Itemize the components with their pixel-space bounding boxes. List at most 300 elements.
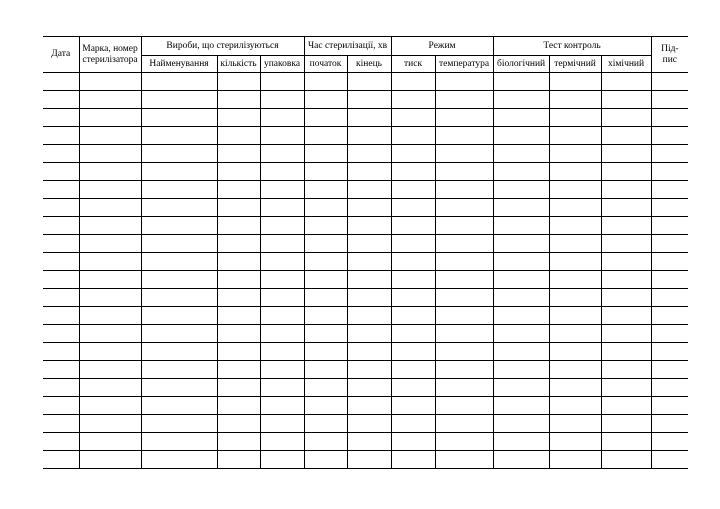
table-row [43,433,688,451]
cell-mode-pressure[interactable] [391,181,435,199]
cell-items-name[interactable] [141,91,217,109]
cell-test-biological[interactable] [493,289,549,307]
cell-items-name[interactable] [141,109,217,127]
cell-date[interactable] [43,343,79,361]
cell-signature[interactable] [651,325,688,343]
cell-signature[interactable] [651,217,688,235]
header-mode-temperature: температура [435,56,493,73]
cell-time-start[interactable] [304,451,347,469]
cell-test-thermal[interactable] [549,235,601,253]
cell-items-quantity[interactable] [217,271,260,289]
cell-test-thermal[interactable] [549,325,601,343]
cell-items-name[interactable] [141,451,217,469]
table-row [43,199,688,217]
cell-test-biological[interactable] [493,361,549,379]
cell-test-chemical[interactable] [601,325,651,343]
cell-test-chemical[interactable] [601,253,651,271]
cell-date[interactable] [43,325,79,343]
cell-test-biological[interactable] [493,199,549,217]
cell-date[interactable] [43,379,79,397]
cell-mode-temperature[interactable] [435,325,493,343]
cell-date[interactable] [43,307,79,325]
cell-test-biological[interactable] [493,145,549,163]
cell-mode-pressure[interactable] [391,289,435,307]
cell-mode-temperature[interactable] [435,307,493,325]
cell-sterilizer[interactable] [79,91,141,109]
cell-date[interactable] [43,181,79,199]
cell-mode-temperature[interactable] [435,433,493,451]
cell-test-thermal[interactable] [549,109,601,127]
cell-signature[interactable] [651,91,688,109]
cell-test-thermal[interactable] [549,433,601,451]
cell-mode-pressure[interactable] [391,379,435,397]
cell-mode-pressure[interactable] [391,91,435,109]
cell-items-packaging[interactable] [260,397,304,415]
cell-time-start[interactable] [304,235,347,253]
cell-date[interactable] [43,253,79,271]
cell-test-biological[interactable] [493,181,549,199]
cell-signature[interactable] [651,109,688,127]
cell-signature[interactable] [651,433,688,451]
cell-test-biological[interactable] [493,127,549,145]
cell-items-name[interactable] [141,73,217,91]
cell-test-chemical[interactable] [601,91,651,109]
cell-time-end[interactable] [347,325,391,343]
cell-time-end[interactable] [347,271,391,289]
cell-sterilizer[interactable] [79,307,141,325]
cell-signature[interactable] [651,343,688,361]
cell-test-biological[interactable] [493,307,549,325]
cell-time-start[interactable] [304,433,347,451]
cell-mode-temperature[interactable] [435,91,493,109]
cell-items-quantity[interactable] [217,145,260,163]
cell-items-name[interactable] [141,379,217,397]
cell-sterilizer[interactable] [79,217,141,235]
cell-date[interactable] [43,217,79,235]
cell-signature[interactable] [651,379,688,397]
cell-date[interactable] [43,163,79,181]
cell-sterilizer[interactable] [79,325,141,343]
cell-mode-pressure[interactable] [391,217,435,235]
cell-test-chemical[interactable] [601,415,651,433]
cell-mode-temperature[interactable] [435,289,493,307]
cell-items-quantity[interactable] [217,91,260,109]
cell-test-chemical[interactable] [601,145,651,163]
cell-time-end[interactable] [347,73,391,91]
cell-test-chemical[interactable] [601,307,651,325]
cell-mode-pressure[interactable] [391,361,435,379]
cell-time-end[interactable] [347,253,391,271]
cell-sterilizer[interactable] [79,127,141,145]
cell-items-packaging[interactable] [260,289,304,307]
cell-date[interactable] [43,397,79,415]
cell-mode-temperature[interactable] [435,415,493,433]
cell-time-start[interactable] [304,145,347,163]
cell-items-quantity[interactable] [217,181,260,199]
cell-time-start[interactable] [304,397,347,415]
cell-items-quantity[interactable] [217,379,260,397]
cell-sterilizer[interactable] [79,451,141,469]
cell-test-biological[interactable] [493,433,549,451]
cell-mode-temperature[interactable] [435,253,493,271]
cell-date[interactable] [43,199,79,217]
cell-time-end[interactable] [347,415,391,433]
cell-time-end[interactable] [347,109,391,127]
cell-test-biological[interactable] [493,415,549,433]
cell-date[interactable] [43,433,79,451]
cell-items-name[interactable] [141,199,217,217]
cell-items-quantity[interactable] [217,253,260,271]
cell-test-biological[interactable] [493,379,549,397]
cell-items-packaging[interactable] [260,451,304,469]
cell-mode-temperature[interactable] [435,127,493,145]
cell-sterilizer[interactable] [79,415,141,433]
cell-mode-temperature[interactable] [435,217,493,235]
cell-mode-temperature[interactable] [435,361,493,379]
cell-test-thermal[interactable] [549,397,601,415]
cell-time-start[interactable] [304,163,347,181]
cell-sterilizer[interactable] [79,253,141,271]
cell-test-thermal[interactable] [549,181,601,199]
cell-mode-pressure[interactable] [391,325,435,343]
cell-date[interactable] [43,127,79,145]
cell-mode-pressure[interactable] [391,127,435,145]
cell-items-packaging[interactable] [260,235,304,253]
cell-sterilizer[interactable] [79,145,141,163]
cell-mode-pressure[interactable] [391,253,435,271]
cell-time-end[interactable] [347,397,391,415]
cell-time-end[interactable] [347,451,391,469]
cell-signature[interactable] [651,271,688,289]
cell-date[interactable] [43,73,79,91]
cell-time-start[interactable] [304,199,347,217]
cell-sterilizer[interactable] [79,199,141,217]
cell-items-packaging[interactable] [260,217,304,235]
cell-test-biological[interactable] [493,109,549,127]
cell-test-biological[interactable] [493,451,549,469]
cell-items-quantity[interactable] [217,73,260,91]
cell-signature[interactable] [651,181,688,199]
cell-test-chemical[interactable] [601,397,651,415]
cell-mode-temperature[interactable] [435,163,493,181]
cell-items-packaging[interactable] [260,361,304,379]
cell-date[interactable] [43,271,79,289]
cell-time-end[interactable] [347,343,391,361]
cell-test-chemical[interactable] [601,181,651,199]
cell-time-end[interactable] [347,307,391,325]
cell-items-quantity[interactable] [217,451,260,469]
cell-test-chemical[interactable] [601,361,651,379]
cell-test-thermal[interactable] [549,145,601,163]
cell-items-packaging[interactable] [260,307,304,325]
cell-time-start[interactable] [304,109,347,127]
cell-mode-pressure[interactable] [391,145,435,163]
table-row [43,415,688,433]
cell-time-end[interactable] [347,217,391,235]
cell-mode-pressure[interactable] [391,163,435,181]
cell-test-thermal[interactable] [549,127,601,145]
cell-signature[interactable] [651,361,688,379]
cell-time-start[interactable] [304,379,347,397]
cell-items-name[interactable] [141,163,217,181]
cell-date[interactable] [43,235,79,253]
cell-items-name[interactable] [141,217,217,235]
cell-items-name[interactable] [141,343,217,361]
cell-signature[interactable] [651,235,688,253]
cell-signature[interactable] [651,289,688,307]
cell-signature[interactable] [651,199,688,217]
cell-time-end[interactable] [347,235,391,253]
header-items-group: Вироби, що стерилізуються [141,37,304,56]
cell-test-biological[interactable] [493,253,549,271]
cell-test-thermal[interactable] [549,451,601,469]
cell-time-end[interactable] [347,91,391,109]
cell-test-biological[interactable] [493,163,549,181]
cell-time-start[interactable] [304,343,347,361]
cell-mode-temperature[interactable] [435,109,493,127]
cell-sterilizer[interactable] [79,181,141,199]
cell-signature[interactable] [651,397,688,415]
cell-test-biological[interactable] [493,91,549,109]
cell-items-quantity[interactable] [217,397,260,415]
cell-time-end[interactable] [347,199,391,217]
cell-mode-temperature[interactable] [435,199,493,217]
cell-time-start[interactable] [304,253,347,271]
cell-time-start[interactable] [304,271,347,289]
cell-sterilizer[interactable] [79,271,141,289]
cell-items-name[interactable] [141,433,217,451]
cell-test-thermal[interactable] [549,91,601,109]
cell-sterilizer[interactable] [79,235,141,253]
cell-mode-temperature[interactable] [435,343,493,361]
cell-test-chemical[interactable] [601,199,651,217]
cell-items-packaging[interactable] [260,415,304,433]
cell-items-quantity[interactable] [217,235,260,253]
cell-items-packaging[interactable] [260,127,304,145]
cell-items-packaging[interactable] [260,181,304,199]
cell-items-name[interactable] [141,271,217,289]
table-row [43,451,688,469]
cell-items-quantity[interactable] [217,163,260,181]
cell-test-thermal[interactable] [549,343,601,361]
cell-items-packaging[interactable] [260,379,304,397]
cell-test-thermal[interactable] [549,361,601,379]
cell-sterilizer[interactable] [79,343,141,361]
cell-items-quantity[interactable] [217,343,260,361]
cell-date[interactable] [43,289,79,307]
table-row [43,307,688,325]
cell-mode-pressure[interactable] [391,433,435,451]
cell-test-biological[interactable] [493,217,549,235]
cell-time-end[interactable] [347,145,391,163]
cell-time-end[interactable] [347,181,391,199]
cell-signature[interactable] [651,73,688,91]
cell-items-packaging[interactable] [260,433,304,451]
cell-test-chemical[interactable] [601,289,651,307]
cell-items-packaging[interactable] [260,253,304,271]
cell-test-biological[interactable] [493,235,549,253]
cell-test-chemical[interactable] [601,235,651,253]
table-row [43,235,688,253]
cell-time-start[interactable] [304,289,347,307]
cell-sterilizer[interactable] [79,379,141,397]
cell-sterilizer[interactable] [79,433,141,451]
cell-mode-pressure[interactable] [391,73,435,91]
cell-items-packaging[interactable] [260,145,304,163]
cell-mode-pressure[interactable] [391,109,435,127]
cell-signature[interactable] [651,145,688,163]
cell-items-packaging[interactable] [260,271,304,289]
cell-signature[interactable] [651,163,688,181]
cell-test-biological[interactable] [493,73,549,91]
cell-test-thermal[interactable] [549,163,601,181]
cell-mode-pressure[interactable] [391,307,435,325]
header-row-1 [43,37,688,56]
cell-sterilizer[interactable] [79,73,141,91]
cell-items-name[interactable] [141,235,217,253]
cell-mode-pressure[interactable] [391,415,435,433]
cell-mode-pressure[interactable] [391,271,435,289]
cell-mode-pressure[interactable] [391,199,435,217]
cell-items-packaging[interactable] [260,199,304,217]
cell-test-biological[interactable] [493,397,549,415]
cell-time-start[interactable] [304,73,347,91]
cell-time-start[interactable] [304,325,347,343]
cell-time-start[interactable] [304,127,347,145]
cell-test-thermal[interactable] [549,199,601,217]
cell-mode-pressure[interactable] [391,451,435,469]
cell-sterilizer[interactable] [79,163,141,181]
cell-test-thermal[interactable] [549,307,601,325]
cell-mode-temperature[interactable] [435,73,493,91]
cell-items-name[interactable] [141,325,217,343]
cell-mode-temperature[interactable] [435,379,493,397]
cell-date[interactable] [43,361,79,379]
cell-items-quantity[interactable] [217,109,260,127]
cell-items-packaging[interactable] [260,73,304,91]
cell-items-name[interactable] [141,397,217,415]
cell-test-chemical[interactable] [601,433,651,451]
cell-test-chemical[interactable] [601,343,651,361]
cell-items-name[interactable] [141,415,217,433]
cell-test-thermal[interactable] [549,289,601,307]
cell-sterilizer[interactable] [79,109,141,127]
cell-test-chemical[interactable] [601,451,651,469]
cell-items-quantity[interactable] [217,361,260,379]
cell-items-quantity[interactable] [217,217,260,235]
cell-date[interactable] [43,145,79,163]
cell-signature[interactable] [651,307,688,325]
cell-date[interactable] [43,415,79,433]
cell-test-thermal[interactable] [549,415,601,433]
cell-mode-temperature[interactable] [435,181,493,199]
cell-items-name[interactable] [141,307,217,325]
cell-time-start[interactable] [304,361,347,379]
cell-items-quantity[interactable] [217,433,260,451]
cell-test-chemical[interactable] [601,127,651,145]
cell-mode-temperature[interactable] [435,451,493,469]
cell-items-quantity[interactable] [217,289,260,307]
cell-items-packaging[interactable] [260,163,304,181]
cell-items-quantity[interactable] [217,199,260,217]
cell-mode-temperature[interactable] [435,235,493,253]
cell-signature[interactable] [651,451,688,469]
cell-items-packaging[interactable] [260,325,304,343]
cell-time-start[interactable] [304,217,347,235]
cell-time-start[interactable] [304,181,347,199]
cell-test-thermal[interactable] [549,217,601,235]
cell-time-end[interactable] [347,361,391,379]
cell-test-chemical[interactable] [601,379,651,397]
cell-items-quantity[interactable] [217,127,260,145]
cell-signature[interactable] [651,127,688,145]
cell-test-thermal[interactable] [549,379,601,397]
cell-test-chemical[interactable] [601,73,651,91]
cell-test-thermal[interactable] [549,271,601,289]
header-time-group: Час стерилізації, хв [304,37,391,56]
cell-test-chemical[interactable] [601,217,651,235]
cell-date[interactable] [43,91,79,109]
cell-time-start[interactable] [304,307,347,325]
cell-time-end[interactable] [347,289,391,307]
cell-items-packaging[interactable] [260,109,304,127]
cell-items-name[interactable] [141,145,217,163]
cell-items-name[interactable] [141,361,217,379]
cell-items-quantity[interactable] [217,415,260,433]
cell-mode-pressure[interactable] [391,235,435,253]
cell-time-end[interactable] [347,433,391,451]
cell-items-quantity[interactable] [217,325,260,343]
cell-test-chemical[interactable] [601,271,651,289]
cell-mode-temperature[interactable] [435,397,493,415]
cell-test-biological[interactable] [493,325,549,343]
table-row [43,181,688,199]
cell-items-packaging[interactable] [260,343,304,361]
cell-items-name[interactable] [141,181,217,199]
header-items-packaging: упаковка [260,56,304,73]
cell-test-thermal[interactable] [549,253,601,271]
cell-items-name[interactable] [141,127,217,145]
cell-test-biological[interactable] [493,343,549,361]
cell-test-chemical[interactable] [601,163,651,181]
cell-time-end[interactable] [347,127,391,145]
cell-sterilizer[interactable] [79,397,141,415]
cell-signature[interactable] [651,253,688,271]
cell-sterilizer[interactable] [79,289,141,307]
cell-time-end[interactable] [347,163,391,181]
cell-time-start[interactable] [304,91,347,109]
cell-time-start[interactable] [304,415,347,433]
cell-items-packaging[interactable] [260,91,304,109]
cell-time-end[interactable] [347,379,391,397]
cell-test-biological[interactable] [493,271,549,289]
cell-test-thermal[interactable] [549,73,601,91]
cell-signature[interactable] [651,415,688,433]
cell-items-quantity[interactable] [217,307,260,325]
cell-date[interactable] [43,451,79,469]
cell-mode-pressure[interactable] [391,397,435,415]
cell-sterilizer[interactable] [79,361,141,379]
cell-date[interactable] [43,109,79,127]
cell-mode-temperature[interactable] [435,271,493,289]
table-header [43,37,688,73]
cell-items-name[interactable] [141,289,217,307]
cell-test-chemical[interactable] [601,109,651,127]
header-signature: Під- пис [651,37,688,73]
cell-mode-temperature[interactable] [435,145,493,163]
cell-mode-pressure[interactable] [391,343,435,361]
cell-items-name[interactable] [141,253,217,271]
